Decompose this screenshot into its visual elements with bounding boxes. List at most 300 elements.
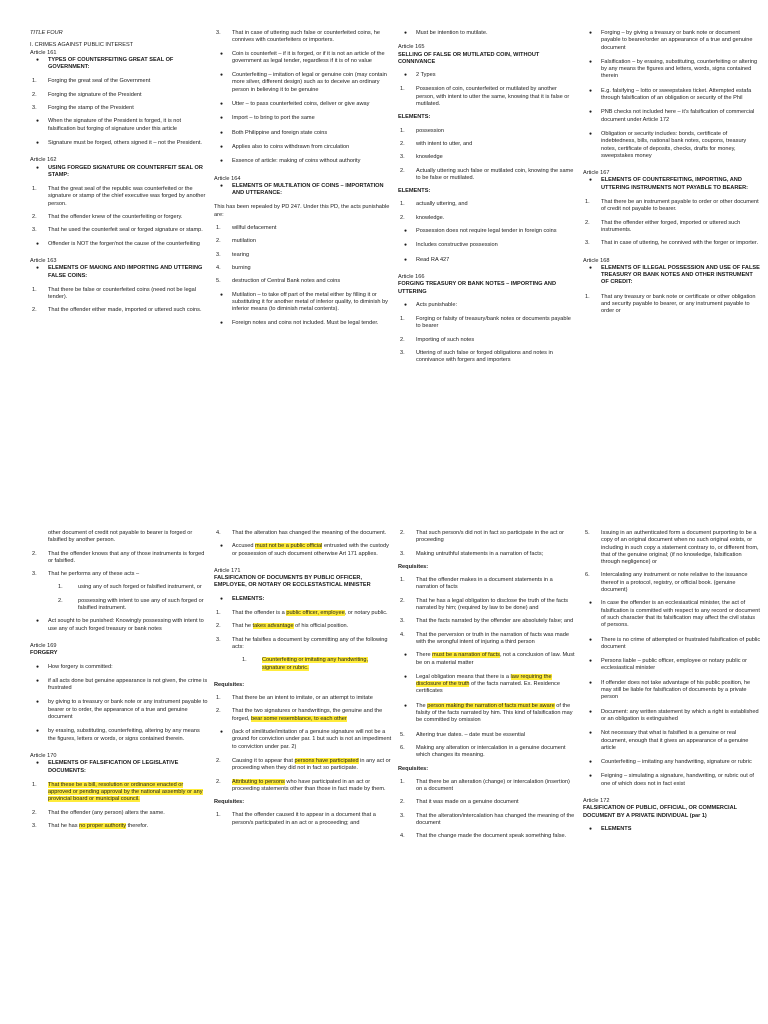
bullet-item bbox=[214, 292, 392, 314]
item-text: That he has a legal obligation to disclose the truth of the facts narrated by him; (required by law to be done) and bbox=[416, 597, 569, 612]
item-number: 1. bbox=[585, 199, 590, 206]
item-number: 2. bbox=[32, 91, 37, 98]
bullet-item bbox=[583, 109, 761, 124]
item-text: mutilation bbox=[232, 238, 256, 245]
text-segment: The bbox=[416, 702, 428, 709]
item-number: 1. bbox=[32, 781, 37, 788]
article-heading bbox=[583, 170, 761, 177]
numbered-item bbox=[398, 201, 576, 208]
item-text: That the alteration/intercalation has changed the meaning of the document bbox=[416, 812, 575, 827]
item-number: 1. bbox=[242, 657, 247, 664]
article-heading bbox=[398, 274, 576, 281]
bold-heading bbox=[398, 766, 576, 773]
bullet-item bbox=[30, 618, 208, 633]
item-text: Article 162 bbox=[30, 157, 57, 164]
bullet-icon: ● bbox=[220, 129, 224, 136]
item-text: PNB checks not included here – it's falsification of commercial document under Article 172 bbox=[601, 109, 755, 123]
text-segment: That the two signatures or handwritings, the genuine and the forged, bbox=[232, 708, 383, 722]
item-text: Article 163 bbox=[30, 257, 57, 264]
item-number: 3. bbox=[216, 30, 221, 36]
bullet-item bbox=[398, 30, 576, 37]
item-number: 2. bbox=[585, 219, 590, 226]
item-number: 4. bbox=[216, 530, 221, 536]
numbered-item bbox=[583, 220, 761, 235]
item-text: Import – to bring to port the same bbox=[232, 115, 315, 122]
numbered-item bbox=[398, 350, 576, 365]
item-text: Not necessary that what is falsified is a genuine or real document, enough that it gives an appearance of a genuine article bbox=[601, 730, 749, 751]
item-number: 2. bbox=[400, 214, 405, 221]
item-text: That the offender makes in a document statements in a narration of facts bbox=[416, 577, 553, 591]
item-text: That in case of uttering, he connived with the forger or importer. bbox=[601, 240, 759, 247]
item-number: 4. bbox=[216, 264, 221, 271]
item-text: Applies also to coins withdrawn from circulation bbox=[232, 143, 350, 150]
bullet-item bbox=[583, 131, 761, 160]
item-text: That he performs any of these acts – bbox=[48, 571, 140, 578]
item-text: That the alteration has changed the meaning of the document. bbox=[232, 530, 387, 536]
text-segment: That the offender is a bbox=[232, 610, 287, 617]
item-text: FORGERY bbox=[30, 650, 58, 657]
item-number: 1. bbox=[400, 201, 405, 208]
bullet-icon: ● bbox=[589, 636, 593, 643]
text-segment: who have participated in an act or proceeding statements other than those in fact made by them. bbox=[232, 778, 386, 792]
item-text bbox=[416, 703, 573, 724]
numbered-item bbox=[214, 623, 392, 630]
numbered-item bbox=[30, 307, 208, 314]
bullet-icon: ● bbox=[36, 240, 40, 247]
item-text: That the offender (any person) alters the same. bbox=[48, 809, 165, 816]
item-text: Read RA 427 bbox=[416, 256, 450, 263]
item-text: Offender is NOT the forger/not the cause of the counterfeiting bbox=[48, 240, 200, 247]
item-text: If offender does not take advantage of his public position, he may still be liable for falsification of documents by a private person bbox=[601, 679, 751, 701]
bullet-icon: ● bbox=[220, 158, 224, 165]
item-text: This has been repealed by PD 247. Under this PD, the acts punishable are: bbox=[214, 204, 390, 218]
numbered-item bbox=[583, 572, 761, 594]
item-text: Falsification – by erasing, substituting, counterfeiting or altering by any means the figures and letters, words, signs contained therein bbox=[601, 58, 758, 80]
bullet-icon: ● bbox=[220, 729, 224, 736]
item-number: 5. bbox=[216, 278, 221, 285]
item-number: 1. bbox=[400, 86, 405, 93]
item-text: Requisites: bbox=[398, 765, 429, 772]
item-text: Altering true dates. – date must be essential bbox=[416, 731, 526, 738]
highlighted-text: Counterfeiting or imitating any handwriting, signature or rubric. bbox=[262, 657, 369, 671]
item-text: by erasing, substituting, counterfeiting, altering by any means the figures, letters or words, or signs contained therein. bbox=[48, 728, 200, 742]
item-number: 1. bbox=[216, 812, 221, 819]
bullet-item bbox=[583, 658, 761, 673]
bullet-icon: ● bbox=[589, 30, 593, 36]
article-heading bbox=[214, 176, 392, 183]
item-text: How forgery is committed: bbox=[48, 663, 113, 670]
page-bottom-column-4 bbox=[583, 530, 761, 1024]
item-text: USING FORGED SIGNATURE OR COUNTERFEIT SEAL OR STAMP: bbox=[48, 164, 203, 178]
bullet-icon: ● bbox=[404, 228, 408, 235]
numbered-item bbox=[30, 810, 208, 817]
item-text: That in case of uttering such false or counterfeited coins, he connives with counterfeiters or importers. bbox=[232, 30, 381, 44]
item-text: ELEMENTS: bbox=[398, 114, 431, 121]
bullet-icon: ● bbox=[36, 164, 40, 171]
item-number: 1. bbox=[400, 127, 405, 134]
page-bottom bbox=[0, 512, 768, 1024]
bullet-item bbox=[214, 115, 392, 122]
bullet-heading bbox=[583, 265, 761, 287]
item-number: 3. bbox=[585, 240, 590, 247]
item-text: Issuing in an authenticated form a document purporting to be a copy of an original document when no such original exists, or including in such copy a statement contrary to, or different from, that of the genuine original; (if no knowledge, falsification through negligence) or bbox=[601, 530, 759, 566]
item-text bbox=[262, 657, 368, 670]
bullet-item bbox=[214, 729, 392, 751]
item-text: TITLE FOUR bbox=[30, 30, 63, 36]
item-text: That the great seal of the republic was counterfeited or the signature or stamp of the chief executive was forged by another person. bbox=[48, 186, 206, 207]
bullet-icon: ● bbox=[220, 543, 224, 550]
item-text: That there be an alteration (change) or intercalation (insertion) on a document bbox=[416, 778, 570, 793]
numbered-item bbox=[398, 530, 576, 545]
article-heading bbox=[30, 643, 208, 650]
article-heading bbox=[30, 157, 208, 164]
bullet-item bbox=[583, 730, 761, 752]
item-text: Possession does not require legal tender in foreign coins bbox=[416, 228, 557, 235]
numbered-item bbox=[398, 337, 576, 344]
bullet-icon: ● bbox=[404, 702, 408, 709]
bullet-item bbox=[30, 140, 208, 147]
item-text: Both Philippine and foreign state coins bbox=[232, 129, 328, 136]
numbered-item bbox=[30, 105, 208, 112]
highlighted-text: That these be a bill, resolution or ordinance enacted or approved or pending approval by the national assembly or any provincial board or municipal council. bbox=[48, 781, 203, 803]
page-top-column-3 bbox=[398, 30, 576, 512]
bullet-item bbox=[583, 759, 761, 766]
bullet-icon: ● bbox=[589, 130, 593, 137]
bullet-icon: ● bbox=[220, 320, 224, 327]
text-segment: , or notary public. bbox=[344, 610, 388, 617]
item-number: 6. bbox=[585, 572, 590, 579]
item-text: E.g. falsifying – lotto or sweepstakes ticket. Attempted estafa through falsification of an obligation or security of the Phil bbox=[601, 87, 752, 102]
bullet-icon: ● bbox=[589, 177, 593, 184]
item-text: That any treasury or bank note or certificate or other obligation and security payable to bearer, or any instrument payable to order or bbox=[601, 293, 756, 315]
bold-heading bbox=[30, 650, 208, 657]
item-text: That there be false or counterfeited coins (need not be legal tender). bbox=[48, 286, 197, 301]
item-text: knowledge. bbox=[416, 214, 445, 221]
bullet-item bbox=[214, 72, 392, 94]
bullet-item bbox=[30, 664, 208, 671]
item-text: 2 Types bbox=[416, 72, 436, 79]
sub-numbered-item bbox=[52, 584, 208, 591]
item-text: ELEMENTS OF ILLEGAL POSSESSION AND USE OF FALSE TREASURY OR BANK NOTES AND OTHER INSTRUMENT OF CREDIT: bbox=[601, 264, 760, 286]
highlighted-text: must be a narration of facts bbox=[432, 652, 500, 659]
bullet-item bbox=[214, 144, 392, 151]
item-text: SELLING OF FALSE OR MUTILATED COIN, WITHOUT CONNIVANCE bbox=[398, 51, 540, 65]
item-number: 3. bbox=[400, 618, 405, 625]
item-number: 2. bbox=[32, 214, 37, 221]
text-segment: therefor. bbox=[126, 823, 149, 830]
item-number: 1. bbox=[585, 293, 590, 300]
item-number: 3. bbox=[216, 636, 221, 643]
item-number: 1. bbox=[400, 316, 405, 323]
bullet-heading bbox=[30, 265, 208, 280]
item-text: Intercalating any instrument or note relative to the issuance thereof in a protocol, registry, or official book. (genuine document) bbox=[601, 572, 748, 594]
item-text: Forging – by giving a treasury or bank note or document payable to bearer/order an appearance of a true and genuine document bbox=[601, 30, 753, 51]
bullet-icon: ● bbox=[404, 256, 408, 263]
item-text: That the offender either forged, imported or uttered such instruments. bbox=[601, 219, 741, 233]
sub-numbered-item bbox=[236, 657, 392, 672]
bold-heading bbox=[398, 281, 576, 296]
item-text: Coin is counterfeit – if it is forged, or if it is not an article of the government as legal tender, regardless if it is of no value bbox=[232, 50, 385, 64]
continued-paragraph bbox=[30, 530, 208, 545]
bullet-icon: ● bbox=[589, 759, 593, 766]
numbered-item bbox=[398, 86, 576, 108]
bullet-icon: ● bbox=[220, 50, 224, 57]
item-number: 2. bbox=[400, 140, 405, 147]
item-number: 2. bbox=[216, 623, 221, 630]
page-top-column-2 bbox=[214, 30, 392, 512]
text-segment: Accused bbox=[232, 543, 256, 550]
highlighted-text: no proper authority bbox=[79, 823, 127, 830]
item-number: 2. bbox=[400, 799, 405, 806]
item-number: 5. bbox=[585, 530, 590, 536]
numbered-item bbox=[398, 141, 576, 148]
page-bottom-column-1 bbox=[30, 530, 208, 1024]
item-text: Requisites: bbox=[214, 799, 245, 806]
item-text: That the offender either made, imported or uttered such coins. bbox=[48, 307, 202, 314]
item-number: 3. bbox=[216, 251, 221, 258]
item-text: tearing bbox=[232, 251, 250, 258]
item-number: 3. bbox=[32, 105, 37, 112]
numbered-item bbox=[214, 758, 392, 773]
bullet-item bbox=[583, 709, 761, 724]
item-number: 2. bbox=[400, 530, 405, 536]
item-text: Forging the stamp of the President bbox=[48, 105, 134, 112]
bullet-item bbox=[583, 59, 761, 81]
item-number: 1. bbox=[216, 225, 221, 232]
item-text: knowledge bbox=[416, 154, 443, 161]
bullet-icon: ● bbox=[404, 72, 408, 79]
bullet-icon: ● bbox=[36, 139, 40, 146]
bullet-icon: ● bbox=[220, 143, 224, 150]
item-number: 3. bbox=[400, 550, 405, 557]
numbered-item bbox=[214, 610, 392, 617]
item-text: That he used the counterfeit seal or forged signature or stamp. bbox=[48, 227, 203, 234]
bullet-item bbox=[583, 88, 761, 103]
bullet-icon: ● bbox=[589, 708, 593, 715]
numbered-item bbox=[398, 168, 576, 183]
item-number: 2. bbox=[216, 757, 221, 764]
item-text: ELEMENTS OF FALSIFICATION OF LEGISLATIVE DOCUMENTS: bbox=[48, 760, 179, 774]
item-text: Possession of coin, counterfeited or mutilated by another person, with intent to utter the same, knowing that it is false or mutilated. bbox=[416, 86, 570, 108]
item-text: Counterfeiting – imitation of legal or genuine coin (may contain more silver, different design) such as to deceive an ordinary person in believing it to be genuine bbox=[232, 72, 387, 93]
numbered-item bbox=[398, 128, 576, 135]
numbered-item bbox=[398, 154, 576, 161]
bold-heading bbox=[214, 799, 392, 806]
item-text: Acts punishable: bbox=[416, 301, 458, 308]
item-text: That the offender knew of the counterfeiting or forgery. bbox=[48, 214, 183, 221]
bold-heading bbox=[214, 682, 392, 689]
numbered-item bbox=[398, 598, 576, 613]
bold-heading bbox=[583, 805, 761, 820]
numbered-item bbox=[214, 708, 392, 723]
text-segment: in any act or proceeding when they did not in fact so participate. bbox=[232, 757, 391, 772]
bullet-icon: ● bbox=[404, 242, 408, 249]
item-number: 3. bbox=[32, 823, 37, 830]
numbered-item bbox=[398, 632, 576, 647]
item-text: Document: any written statement by which a right is established or an obligation is extinguished bbox=[601, 708, 759, 722]
item-text: Article 171 bbox=[214, 567, 241, 574]
numbered-item bbox=[214, 812, 392, 827]
article-heading bbox=[583, 258, 761, 265]
numbered-item bbox=[583, 199, 761, 214]
item-text: Requisites: bbox=[398, 563, 429, 570]
page-bottom-column-3 bbox=[398, 530, 576, 1024]
item-text: Article 167 bbox=[583, 170, 610, 177]
item-number: 1. bbox=[32, 186, 37, 193]
bullet-icon: ● bbox=[589, 773, 593, 780]
item-text: burning bbox=[232, 264, 251, 271]
bullet-icon: ● bbox=[589, 109, 593, 116]
item-text: other document of credit not payable to bearer is forged or falsified by another person. bbox=[48, 530, 193, 544]
text-segment: Causing it to appear that bbox=[232, 757, 295, 764]
text-segment: That he bbox=[232, 623, 253, 630]
bullet-item bbox=[398, 674, 576, 696]
numbered-item bbox=[30, 227, 208, 234]
bullet-icon: ● bbox=[220, 182, 224, 189]
bullet-icon: ● bbox=[36, 618, 40, 625]
item-text: Requisites: bbox=[214, 681, 245, 688]
item-text bbox=[416, 674, 560, 695]
item-text: Must be intention to mutilate. bbox=[416, 30, 488, 36]
item-number: 1. bbox=[58, 584, 63, 591]
item-number: 1. bbox=[32, 286, 37, 293]
bullet-item bbox=[30, 678, 208, 693]
item-text: That there be an intent to imitate, or an attempt to imitate bbox=[232, 695, 373, 702]
item-text: Feigning – simulating a signature, handwriting, or rubric out of one of which does not in fact exist bbox=[601, 773, 754, 787]
item-number: 2. bbox=[216, 238, 221, 245]
item-text bbox=[416, 652, 575, 665]
bullet-heading bbox=[214, 183, 392, 198]
item-number: 5. bbox=[400, 731, 405, 738]
item-text bbox=[48, 823, 148, 829]
article-heading bbox=[398, 44, 576, 51]
item-number: 3. bbox=[32, 571, 37, 578]
article-heading bbox=[214, 568, 392, 575]
highlighted-text: persons have participated bbox=[294, 757, 359, 764]
bullet-item bbox=[583, 30, 761, 52]
item-text: I. CRIMES AGAINST PUBLIC INTEREST bbox=[30, 42, 134, 49]
item-number: 2. bbox=[58, 597, 63, 604]
item-text: Act sought to be punished: Knowingly possessing with intent to use any of such forged treasury or bank notes bbox=[48, 618, 204, 632]
item-text: Making untruthful statements in a narration of facts; bbox=[416, 550, 544, 557]
item-number: 1. bbox=[400, 577, 405, 584]
item-number: 1. bbox=[32, 78, 37, 85]
bullet-item bbox=[214, 130, 392, 137]
item-text bbox=[48, 782, 203, 803]
item-text: Article 166 bbox=[398, 273, 425, 280]
item-text: That the facts narrated by the offender are absolutely false; and bbox=[416, 618, 574, 625]
bullet-item bbox=[30, 118, 208, 133]
item-text: That the offender knows that any of those instruments is forged or falsified. bbox=[48, 550, 205, 564]
bold-heading bbox=[398, 52, 576, 67]
numbered-item bbox=[30, 78, 208, 85]
article-heading bbox=[583, 798, 761, 805]
numbered-item bbox=[398, 732, 576, 739]
highlighted-text: must not be a public official bbox=[255, 543, 323, 550]
text-segment: That he has bbox=[48, 823, 80, 830]
bullet-icon: ● bbox=[36, 677, 40, 684]
item-text: Mutilation – to take off part of the metal either by filling it or substituting it for another metal of inferior quality, to diminish by inferior means (to diminish metal contents). bbox=[232, 291, 388, 313]
bullet-icon: ● bbox=[36, 699, 40, 706]
numbered-item bbox=[583, 530, 761, 566]
item-text: Article 165 bbox=[398, 44, 425, 51]
numbered-item bbox=[398, 577, 576, 592]
bullet-item bbox=[30, 699, 208, 721]
item-text: Foreign notes and coins not included. Must be legal tender. bbox=[232, 320, 379, 327]
bullet-item bbox=[398, 257, 576, 264]
bullet-icon: ● bbox=[404, 673, 408, 680]
item-text: Signature must be forged, others signed it – not the President. bbox=[48, 139, 202, 146]
item-text bbox=[232, 779, 386, 792]
paragraph bbox=[214, 204, 392, 219]
item-number: 2. bbox=[400, 167, 405, 174]
bullet-icon: ● bbox=[36, 760, 40, 767]
item-text: Importing of such notes bbox=[416, 336, 475, 343]
text-segment: of the facts narrated. Ex. Residence certificates bbox=[416, 681, 560, 695]
item-text: FALSIFICATION OF PUBLIC, OFFICIAL, OR COMMERCIAL DOCUMENT BY A PRIVATE INDIVIDUAL (par 1) bbox=[583, 805, 737, 819]
bullet-icon: ● bbox=[36, 663, 40, 670]
bullet-heading bbox=[30, 57, 208, 72]
page-bottom-column-2 bbox=[214, 530, 392, 1024]
bullet-icon: ● bbox=[404, 30, 408, 36]
item-text: That it was made on a genuine document bbox=[416, 799, 519, 806]
item-text: ELEMENTS: bbox=[398, 188, 431, 195]
item-text: That the perversion or truth in the narration of facts was made with the wrongful intent of injuring a third person bbox=[416, 631, 569, 645]
item-number: 1. bbox=[400, 778, 405, 785]
bullet-icon: ● bbox=[36, 56, 40, 63]
item-number: 6. bbox=[400, 744, 405, 751]
item-text: That such person/s did not in fact so participate in the act or proceeding bbox=[416, 530, 565, 544]
bold-heading bbox=[214, 575, 392, 590]
bullet-icon: ● bbox=[589, 87, 593, 94]
bullet-heading bbox=[583, 826, 761, 833]
bullet-item bbox=[214, 158, 392, 165]
item-text: That he falsifies a document by committing any of the following acts: bbox=[232, 636, 388, 650]
bullet-item bbox=[30, 241, 208, 248]
item-text: Utter – to pass counterfeited coins, deliver or give away bbox=[232, 101, 370, 108]
item-text bbox=[232, 610, 388, 616]
bullet-icon: ● bbox=[589, 658, 593, 665]
numbered-item bbox=[214, 252, 392, 259]
item-number: 3. bbox=[32, 227, 37, 234]
item-text: possession bbox=[416, 127, 444, 134]
item-text: using any of such forged or falsified instrument, or bbox=[78, 584, 202, 591]
item-number: 3. bbox=[400, 350, 405, 357]
numbered-item bbox=[30, 92, 208, 99]
highlighted-text: law requiring the disclosure of the truth bbox=[416, 673, 552, 688]
text-segment: entrusted with the custody or possession of such document otherwise Art 171 applies. bbox=[232, 543, 389, 557]
bullet-item bbox=[214, 51, 392, 66]
item-number: 1. bbox=[216, 610, 221, 617]
page-top-column-1 bbox=[30, 30, 208, 512]
bullet-icon: ● bbox=[589, 730, 593, 737]
numbered-item bbox=[30, 823, 208, 830]
item-text: TYPES OF COUNTERFEITING GREAT SEAL OF GOVERNMENT: bbox=[48, 56, 174, 71]
numbered-item bbox=[214, 238, 392, 245]
numbered-item bbox=[214, 278, 392, 285]
item-text: FORGING TREASURY OR BANK NOTES – IMPORTING AND UTTERING bbox=[398, 281, 556, 295]
item-number: 2. bbox=[32, 550, 37, 557]
item-text bbox=[232, 543, 389, 556]
item-text: ELEMENTS OF MAKING AND IMPORTING AND UTTERING FALSE COINS: bbox=[48, 265, 203, 279]
item-text: Includes constructive possession bbox=[416, 242, 498, 249]
item-text: ELEMENTS OF MULTILATION OF COINS – IMPORTATION AND UTTERANCE: bbox=[232, 182, 384, 197]
numbered-item bbox=[398, 779, 576, 794]
section-subtitle bbox=[30, 42, 208, 49]
page-top-column-4 bbox=[583, 30, 761, 512]
numbered-item bbox=[398, 618, 576, 625]
numbered-item bbox=[583, 294, 761, 316]
